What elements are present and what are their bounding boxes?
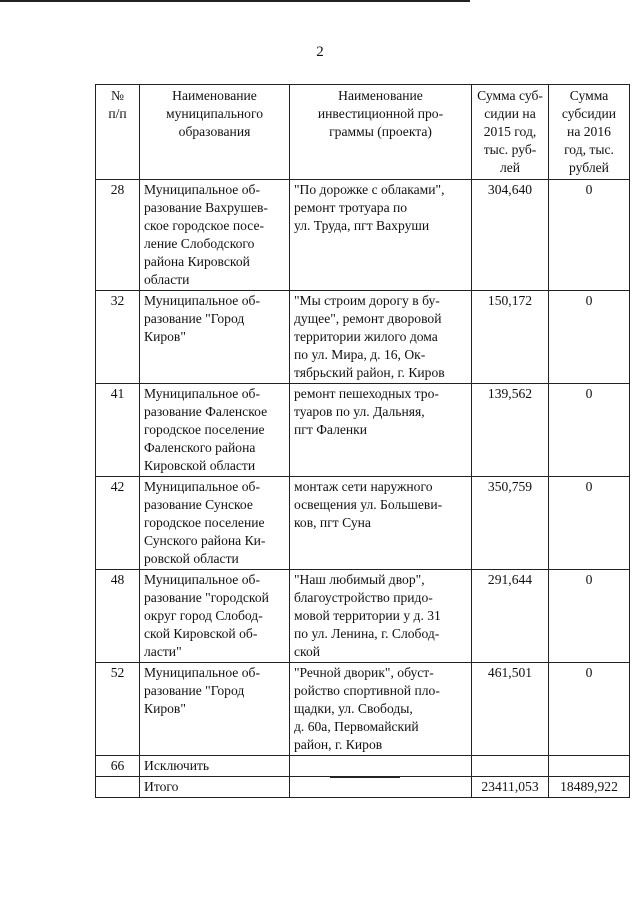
row-municipality: Исключить bbox=[140, 756, 290, 777]
row-program bbox=[290, 756, 472, 777]
row-sum-2015: 461,501 bbox=[472, 663, 549, 756]
table-row bbox=[96, 570, 630, 663]
row-municipality: Муниципальное об- разование "городской округ город Слобод- ской Кировской об- ласти" bbox=[140, 570, 290, 663]
row-municipality: Муниципальное об- разование "Город Киров" bbox=[140, 291, 290, 384]
subsidy-table bbox=[95, 84, 630, 798]
row-sum-2016: 0 bbox=[549, 291, 630, 384]
row-municipality: Муниципальное об- разование Сунское городское поселение Сунского района Ки- ровской области bbox=[140, 477, 290, 570]
row-program: "Речной дворик", обуст- ройство спортивной пло- щадки, ул. Свободы, д. 60а, Первомайский район, г. Киров bbox=[290, 663, 472, 756]
table-header-row bbox=[96, 85, 630, 180]
header-sum-2016: Сумма субсидии на 2016 год, тыс. рублей bbox=[549, 85, 630, 180]
row-municipality: Итого bbox=[140, 777, 290, 798]
header-num: № п/п bbox=[96, 85, 140, 180]
table-row bbox=[96, 756, 630, 777]
row-number: 42 bbox=[96, 477, 140, 570]
page-number: 2 bbox=[316, 44, 324, 60]
table-total-row bbox=[96, 777, 630, 798]
row-sum-2015: 139,562 bbox=[472, 384, 549, 477]
row-number: 32 bbox=[96, 291, 140, 384]
row-municipality: Муниципальное об- разование Фаленское городское поселение Фаленского района Кировской области bbox=[140, 384, 290, 477]
row-number: 48 bbox=[96, 570, 140, 663]
row-sum-2016: 0 bbox=[549, 477, 630, 570]
row-municipality: Муниципальное об- разование "Город Киров" bbox=[140, 663, 290, 756]
row-sum-2016: 0 bbox=[549, 180, 630, 291]
row-sum-2016 bbox=[549, 756, 630, 777]
table-row bbox=[96, 663, 630, 756]
row-number: 41 bbox=[96, 384, 140, 477]
row-program: ремонт пешеходных тро- туаров по ул. Дальняя, пгт Фаленки bbox=[290, 384, 472, 477]
table-row bbox=[96, 180, 630, 291]
header-sum-2015: Сумма суб- сидии на 2015 год, тыс. руб- лей bbox=[472, 85, 549, 180]
table-row bbox=[96, 291, 630, 384]
row-sum-2015: 291,644 bbox=[472, 570, 549, 663]
row-sum-2015: 350,759 bbox=[472, 477, 549, 570]
row-sum-2015: 23411,053 bbox=[472, 777, 549, 798]
row-number: 28 bbox=[96, 180, 140, 291]
header-program: Наименование инвестиционной про- граммы (проекта) bbox=[290, 85, 472, 180]
row-sum-2016: 18489,922 bbox=[549, 777, 630, 798]
row-sum-2015: 304,640 bbox=[472, 180, 549, 291]
row-number bbox=[96, 777, 140, 798]
header-municipality: Наименование муниципального образования bbox=[140, 85, 290, 180]
row-number: 66 bbox=[96, 756, 140, 777]
row-municipality: Муниципальное об- разование Вахрушев- ское городское посе- ление Слободского района Кировской области bbox=[140, 180, 290, 291]
row-program: "Наш любимый двор", благоустройство придо- мовой территории у д. 31 по ул. Ленина, г. Слобод- ской bbox=[290, 570, 472, 663]
row-sum-2016: 0 bbox=[549, 570, 630, 663]
row-sum-2016: 0 bbox=[549, 663, 630, 756]
top-rule bbox=[0, 0, 470, 2]
row-sum-2015 bbox=[472, 756, 549, 777]
table-row bbox=[96, 477, 630, 570]
row-program: "По дорожке с облаками", ремонт тротуара по ул. Труда, пгт Вахруши bbox=[290, 180, 472, 291]
row-program: монтаж сети наружного освещения ул. Большеви- ков, пгт Суна bbox=[290, 477, 472, 570]
row-sum-2016: 0 bbox=[549, 384, 630, 477]
row-sum-2015: 150,172 bbox=[472, 291, 549, 384]
row-number: 52 bbox=[96, 663, 140, 756]
end-rule bbox=[330, 777, 400, 778]
row-program bbox=[290, 777, 472, 798]
row-program: "Мы строим дорогу в бу- дущее", ремонт дворовой территории жилого дома по ул. Мира, д. 16, Ок- тябрьский район, г. Киров bbox=[290, 291, 472, 384]
table-row bbox=[96, 384, 630, 477]
